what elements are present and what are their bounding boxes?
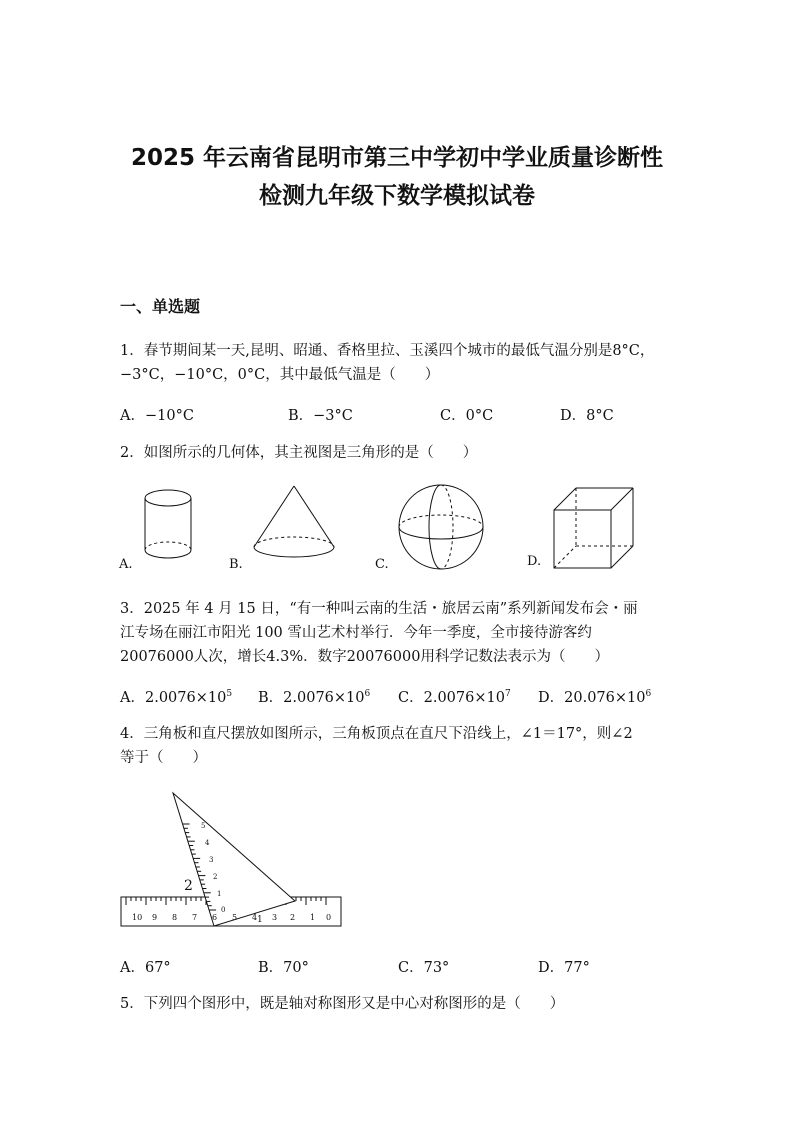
question-4-line-2: 等于（ ） [120,750,207,766]
question-3 [120,597,680,669]
triangle-tick-label: 2 [213,873,218,881]
figure-label-d: D. [527,554,542,569]
ruler-tick-label: 9 [152,913,158,922]
question-3-line-1: 3．2025 年 4 月 15 日，“有一种叫云南的生活・旅居云南”系列新闻发布会・丽 [120,601,638,617]
triangle-shape [173,793,295,926]
figure-label-a: A. [119,557,133,572]
option-a: A．67° [120,960,171,976]
figure-label-c: C. [375,557,389,572]
question-4 [120,722,680,770]
option-d: D．$20.076\times 10^6$ [538,689,652,706]
option-c: C．$2.0076\times 10^7$ [398,689,511,706]
document-title [0,139,794,215]
ruler-triangle-figure [118,790,348,932]
question-5-line-1: 5．下列四个图形中，既是轴对称图形又是中心对称图形的是（ ） [120,996,565,1012]
option-d: D．77° [538,960,590,976]
triangle-tick-label: 4 [205,839,210,847]
option-b: B．−3°C [288,408,353,424]
triangle-tick-label: 1 [217,890,222,898]
option-b: B．$2.0076\times 10^6$ [258,689,371,706]
title-line-2: 检测九年级下数学模拟试卷 [259,183,535,209]
figure-label-b: B. [229,557,243,572]
ruler-tick-label: 4 [252,913,258,922]
angle-1-label: 1 [257,915,263,925]
cone-figure [254,486,334,557]
question-2-line-1: 2．如图所示的几何体，其主视图是三角形的是（ ） [120,445,478,461]
option-a: A．$2.0076\times 10^5$ [120,689,233,706]
option-b: B．70° [258,960,309,976]
section-heading: 一、单选题 [120,297,201,316]
sphere-figure [399,485,483,569]
option-c: C．73° [398,960,450,976]
option-a: A．−10°C [120,408,194,424]
angle-2-label: 2 [184,878,193,894]
question-5 [120,992,680,1016]
option-d: D．8°C [560,408,614,424]
ruler-tick-label: 2 [290,913,296,922]
question-3-line-2: 江专场在丽江市阳光 100 雪山艺术村举行．今年一季度，全市接待游客约 [120,625,592,641]
question-1 [120,339,680,387]
question-3-line-3: 20076000人次，增长4.3%．数字20076000用科学记数法表示为（ ） [120,649,609,665]
question-1-line-2: −3°C，−10°C，0°C，其中最低气温是（ ） [120,367,440,383]
ruler-tick-label: 5 [232,913,238,922]
ruler-tick-label: 10 [132,913,143,922]
question-2 [120,441,680,465]
question-1-line-1: 1．春节期间某一天,昆明、昭通、香格里拉、玉溪四个城市的最低气温分别是8°C， [120,343,655,359]
ruler-tick-label: 3 [272,913,278,922]
ruler-tick-label: 6 [212,913,218,922]
cube-figure [554,488,633,568]
title-line-1: 2025 年云南省昆明市第三中学初中学业质量诊断性 [130,145,664,171]
ruler-tick-label: 1 [310,913,316,922]
triangle-tick-label: 3 [209,856,214,864]
triangle-tick-label: 5 [201,822,206,830]
ruler-tick-label: 8 [172,913,178,922]
ruler-tick-label: 7 [192,913,198,922]
question-4-line-1: 4．三角板和直尺摆放如图所示，三角板顶点在直尺下沿线上，∠1＝17°，则∠2 [120,726,633,742]
ruler-tick-label: 0 [326,913,332,922]
cylinder-figure [145,490,191,558]
option-c: C．0°C [440,408,494,424]
triangle-tick-label: 0 [221,906,226,914]
